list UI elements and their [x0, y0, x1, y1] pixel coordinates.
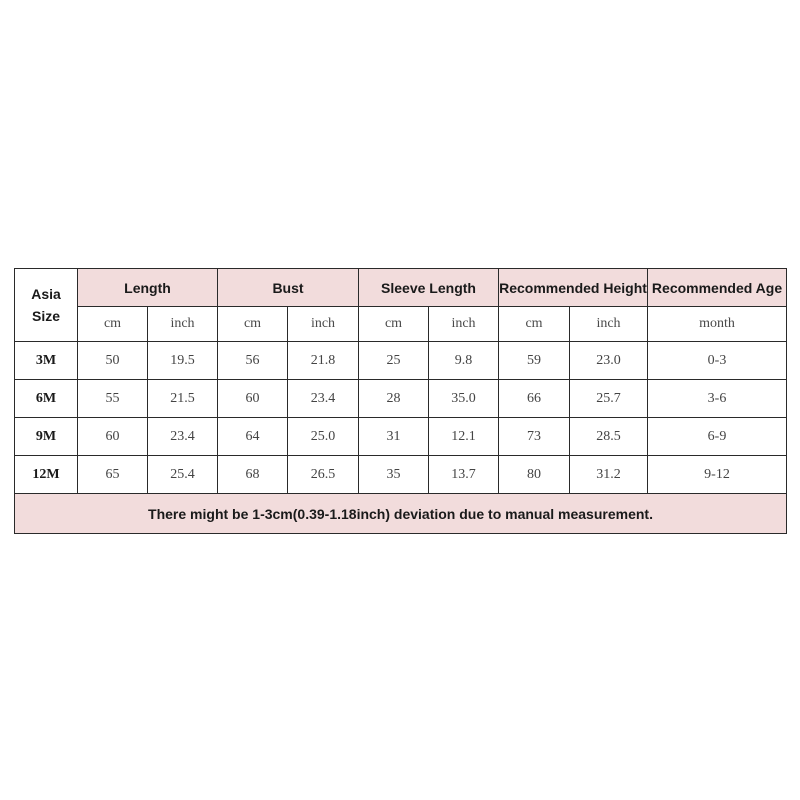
unit-cell: cm [78, 307, 148, 342]
value-cell: 28 [359, 380, 429, 418]
asia-size-header [15, 269, 78, 342]
value-cell: 19.5 [148, 342, 218, 380]
unit-cell: inch [288, 307, 359, 342]
value-cell: 28.5 [570, 418, 648, 456]
measurement-note: There might be 1-3cm(0.39-1.18inch) deviation due to manual measurement. [15, 494, 787, 534]
value-cell: 25.7 [570, 380, 648, 418]
value-cell: 25 [359, 342, 429, 380]
value-cell: 50 [78, 342, 148, 380]
note-row [15, 494, 787, 534]
value-cell: 80 [499, 456, 570, 494]
size-cell: 6M [15, 380, 78, 418]
table-row [15, 456, 787, 494]
value-cell: 25.4 [148, 456, 218, 494]
value-cell: 21.8 [288, 342, 359, 380]
unit-header-row [15, 307, 787, 342]
value-cell: 23.0 [570, 342, 648, 380]
value-cell: 21.5 [148, 380, 218, 418]
value-cell: 3-6 [648, 380, 787, 418]
value-cell: 0-3 [648, 342, 787, 380]
unit-cell: inch [429, 307, 499, 342]
unit-cell: inch [148, 307, 218, 342]
size-cell: 12M [15, 456, 78, 494]
table-row [15, 418, 787, 456]
unit-cell: cm [218, 307, 288, 342]
size-chart-table [14, 268, 787, 534]
table-row [15, 380, 787, 418]
value-cell: 6-9 [648, 418, 787, 456]
asia-label: Asia [31, 286, 61, 302]
recommended-age-header: Recommended Age [648, 269, 787, 307]
value-cell: 13.7 [429, 456, 499, 494]
unit-cell: month [648, 307, 787, 342]
length-header: Length [78, 269, 218, 307]
value-cell: 65 [78, 456, 148, 494]
value-cell: 31 [359, 418, 429, 456]
value-cell: 25.0 [288, 418, 359, 456]
value-cell: 64 [218, 418, 288, 456]
value-cell: 26.5 [288, 456, 359, 494]
value-cell: 23.4 [288, 380, 359, 418]
table-row [15, 342, 787, 380]
size-cell: 3M [15, 342, 78, 380]
value-cell: 12.1 [429, 418, 499, 456]
value-cell: 35 [359, 456, 429, 494]
unit-cell: cm [359, 307, 429, 342]
group-header-row [15, 269, 787, 307]
value-cell: 31.2 [570, 456, 648, 494]
unit-cell: cm [499, 307, 570, 342]
value-cell: 23.4 [148, 418, 218, 456]
value-cell: 35.0 [429, 380, 499, 418]
value-cell: 9.8 [429, 342, 499, 380]
value-cell: 9-12 [648, 456, 787, 494]
recommended-height-header: Recommended Height [499, 269, 648, 307]
size-cell: 9M [15, 418, 78, 456]
value-cell: 56 [218, 342, 288, 380]
bust-header: Bust [218, 269, 359, 307]
sleeve-length-header: Sleeve Length [359, 269, 499, 307]
unit-cell: inch [570, 307, 648, 342]
value-cell: 59 [499, 342, 570, 380]
value-cell: 60 [78, 418, 148, 456]
value-cell: 55 [78, 380, 148, 418]
value-cell: 66 [499, 380, 570, 418]
value-cell: 60 [218, 380, 288, 418]
value-cell: 68 [218, 456, 288, 494]
value-cell: 73 [499, 418, 570, 456]
size-label: Size [31, 308, 60, 324]
